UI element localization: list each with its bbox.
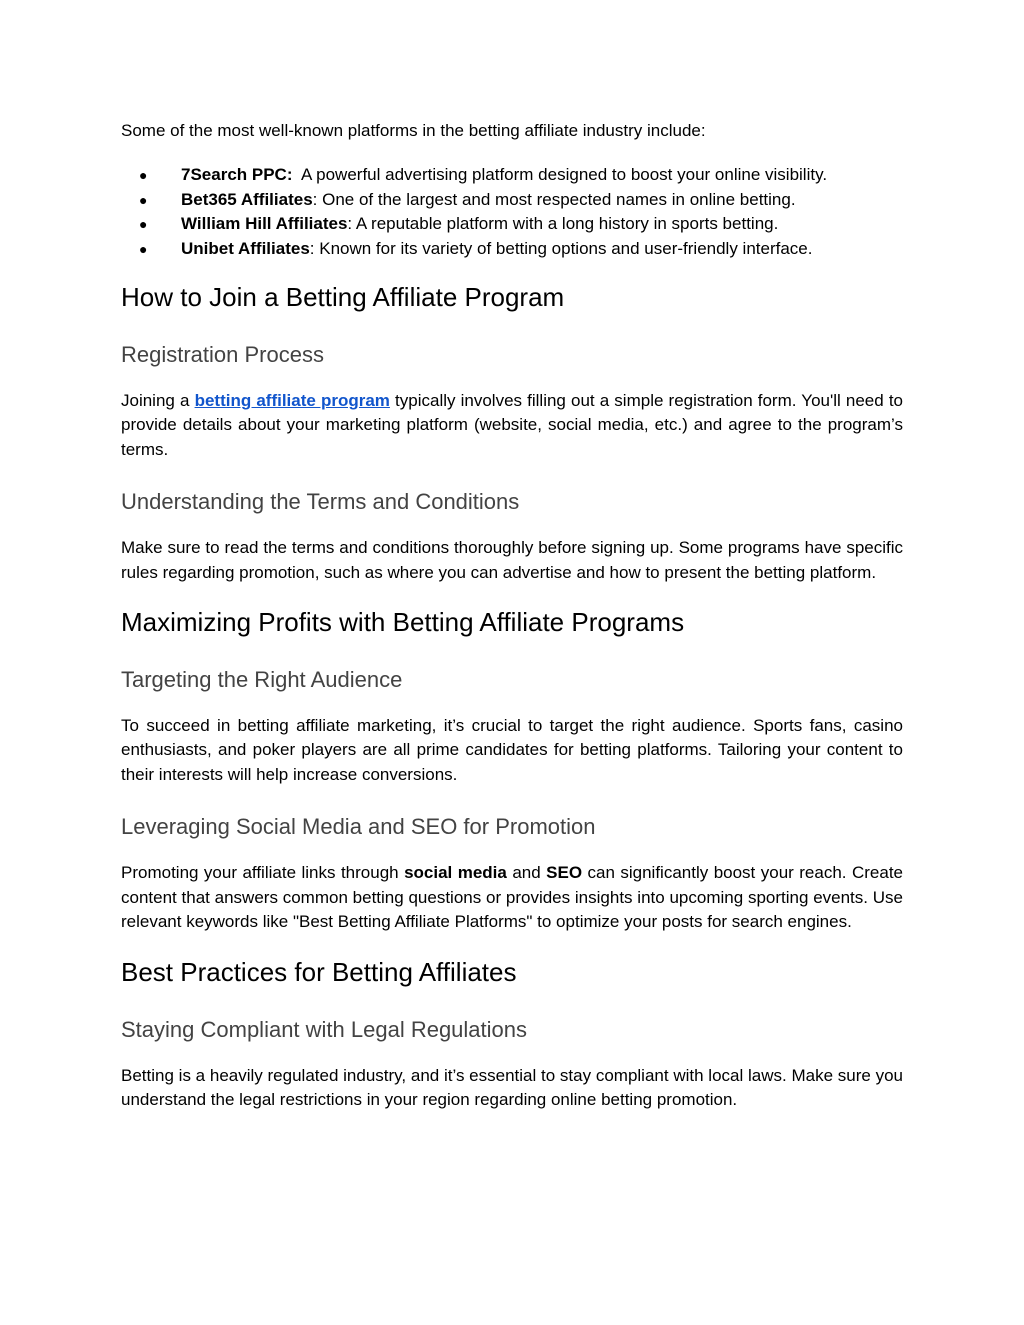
platform-description: : Known for its variety of betting options and user-friendly interface. bbox=[309, 238, 813, 258]
terms-paragraph: Make sure to read the terms and conditions thoroughly before signing up. Some programs have specific rules regarding promotion, such as where you can advertise and how to present the betting platform. bbox=[121, 538, 903, 582]
platform-name: 7Search PPC: bbox=[181, 165, 293, 185]
subheading-terms: Understanding the Terms and Conditions bbox=[121, 489, 520, 515]
platform-name: Bet365 Affiliates bbox=[181, 189, 313, 209]
heading-maximizing-profits: Maximizing Profits with Betting Affiliate Programs bbox=[121, 607, 685, 638]
subheading-compliance: Staying Compliant with Legal Regulations bbox=[121, 1016, 528, 1042]
social-seo-paragraph bbox=[121, 861, 903, 934]
platform-description: : One of the largest and most respected names in online betting. bbox=[312, 189, 796, 209]
heading-best-practices: Best Practices for Betting Affiliates bbox=[121, 956, 517, 987]
subheading-social-seo: Leveraging Social Media and SEO for Promotion bbox=[121, 814, 596, 840]
platform-separator bbox=[293, 165, 302, 184]
list-item bbox=[121, 188, 903, 212]
betting-affiliate-program-link[interactable]: betting affiliate program bbox=[194, 391, 390, 411]
social-media-bold: social media bbox=[404, 863, 507, 883]
heading-join-program: How to Join a Betting Affiliate Program bbox=[121, 282, 565, 313]
registration-paragraph bbox=[121, 389, 903, 462]
registration-text-end: typically involves filling out a simple registration form. You'll need to provide details about your marketing platform (website, social media, etc.) and agree to the program’s terms. bbox=[121, 391, 903, 459]
platform-name: William Hill Affiliates bbox=[181, 214, 348, 234]
compliance-paragraph: Betting is a heavily regulated industry, and it’s essential to stay compliant with local laws. Make sure you understand the legal restrictions in your region regarding online betting promotion. bbox=[121, 1065, 903, 1109]
bullet-icon: ● bbox=[139, 240, 148, 257]
list-item bbox=[121, 212, 903, 236]
social-text-2: and bbox=[506, 863, 547, 883]
audience-paragraph: To succeed in betting affiliate marketing, it’s crucial to target the right audience. Sports fans, casino enthusiasts, and poker players are all prime candidates for betting platforms. Tailoring your content to their interests will help increase conversions. bbox=[121, 716, 903, 784]
subheading-registration: Registration Process bbox=[121, 342, 324, 368]
platform-list bbox=[121, 163, 903, 261]
platform-name: Unibet Affiliates bbox=[181, 238, 310, 258]
platform-description: : A reputable platform with a long history in sports betting. bbox=[347, 214, 779, 234]
social-text-3: can significantly boost your reach. Create content that answers common betting questions or provides insights into upcoming sporting events. Use relevant keywords like "Best Betting Affiliate Platforms" to optimize your posts for search engines. bbox=[121, 863, 903, 932]
list-item bbox=[121, 237, 903, 261]
seo-bold: SEO bbox=[546, 863, 583, 883]
bullet-icon: ● bbox=[139, 216, 148, 233]
registration-text-start: Joining a bbox=[121, 391, 195, 411]
list-item bbox=[121, 163, 903, 187]
bullet-icon: ● bbox=[139, 191, 148, 208]
social-text-1: Promoting your affiliate links through bbox=[121, 863, 405, 883]
intro-paragraph: Some of the most well-known platforms in the betting affiliate industry include: bbox=[121, 121, 706, 140]
bullet-icon: ● bbox=[139, 167, 148, 184]
platform-description: A powerful advertising platform designed to boost your online visibility. bbox=[301, 165, 828, 185]
subheading-audience: Targeting the Right Audience bbox=[121, 667, 403, 693]
document-page bbox=[121, 119, 903, 1112]
